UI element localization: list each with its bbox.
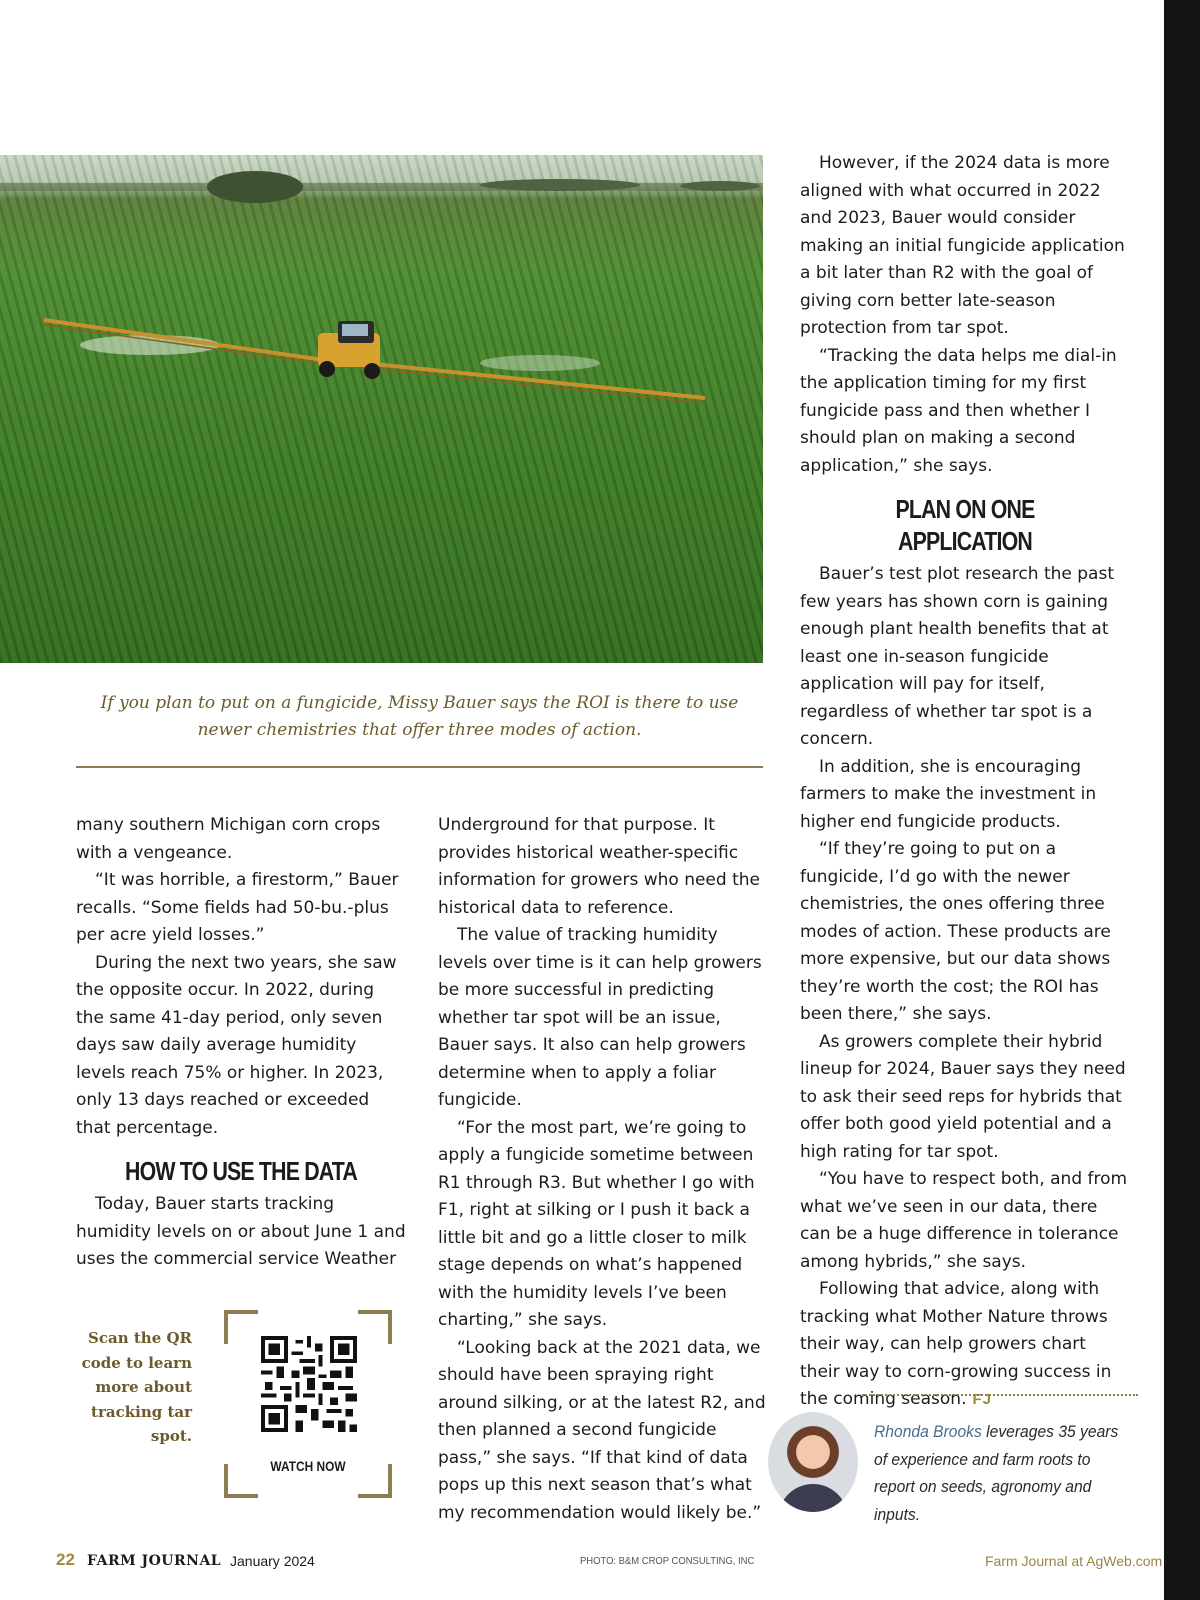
- paragraph: many southern Michigan corn crops with a vengeance.: [76, 815, 381, 863]
- paragraph: [800, 1276, 1130, 1414]
- closing-text: Following that advice, along with tracking what Mother Nature throws their way, can help growers chart their way to corn-growing success in the coming season.: [800, 1279, 1112, 1409]
- paragraph: The value of tracking humidity levels over time is it can help growers be more successful in predicting whether tar spot will be an issue, Bauer says. It also can help growers determine when to apply a foliar fungicide.: [438, 925, 762, 1110]
- photo-caption: If you plan to put on a fungicide, Missy Bauer says the ROI is there to use newer chemistries that offer three modes of action.: [100, 693, 739, 740]
- magazine-name: FARM JOURNAL: [87, 1553, 222, 1569]
- author-name: Rhonda Brooks: [874, 1422, 982, 1441]
- column-1: [76, 812, 406, 1274]
- column-3: [800, 150, 1130, 1414]
- paragraph: “Looking back at the 2021 data, we should have been spraying right around silking, or at the latest R2, and then planned a second fungicide pass,” she says. “If that kind of data pops up this next season that’s what my recommendation would likely be.”: [438, 1337, 766, 1523]
- author-bio: [874, 1418, 1132, 1528]
- author-bio-text: leverages 35 years of experience and farm roots to report on seeds, agronomy and inputs.: [874, 1422, 1119, 1524]
- paragraph: As growers complete their hybrid lineup for 2024, Bauer says they need to ask their seed reps for hybrids that offer both good yield potential and a high rating for tar spot.: [800, 1031, 1126, 1162]
- website: Farm Journal at AgWeb.com: [985, 1553, 1163, 1569]
- paragraph: In addition, she is encouraging farmers to make the investment in higher end fungicide products.: [800, 756, 1097, 832]
- paragraph: However, if the 2024 data is more aligned with what occurred in 2022 and 2023, Bauer would consider making an initial fungicide application a bit later than R2 with the goal of giving corn better late-season protection from tar spot.: [800, 153, 1125, 338]
- paragraph: Today, Bauer starts tracking humidity levels on or about June 1 and uses the commercial service Weather: [76, 1194, 406, 1269]
- paragraph: “Tracking the data helps me dial-in the application timing for my first fungicide pass and then whether I should plan on making a second application,” she says.: [800, 345, 1117, 476]
- paragraph: “If they’re going to put on a fungicide, I’d go with the newer chemistries, the ones offering three modes of action. These products are more expensive, but our data shows they’re worth the cost; the ROI has been there,” she says.: [800, 839, 1111, 1024]
- qr-prompt: Scan the QR code to learn more about tracking tar spot.: [81, 1329, 192, 1445]
- column-2: [438, 812, 768, 1527]
- author-avatar: [768, 1412, 858, 1512]
- page-number: 22: [56, 1550, 75, 1569]
- caption-divider: [76, 766, 763, 768]
- page-edge: [1164, 0, 1200, 1600]
- paragraph: “It was horrible, a firestorm,” Bauer recalls. “Some fields had 50-bu.-plus per acre yield losses.”: [76, 870, 399, 945]
- section-heading: PLAN ON ONE APPLICATION: [895, 494, 1035, 556]
- paragraph: “You have to respect both, and from what we’ve seen in our data, there can be a huge difference in tolerance among hybrids,” she says.: [800, 1169, 1128, 1272]
- paragraph: Bauer’s test plot research the past few years has shown corn is gaining enough plant health benefits that at least one in-season fungicide application will pay for itself, regardless of whether tar spot is a concern.: [800, 564, 1114, 749]
- sprayer-photo: [0, 155, 763, 663]
- qr-code-icon[interactable]: [261, 1336, 357, 1432]
- end-mark: FJ: [972, 1391, 992, 1408]
- avatar-shirt: [778, 1484, 848, 1512]
- paragraph: Underground for that purpose. It provides historical weather-specific information for growers who need the historical data to reference.: [438, 815, 760, 918]
- frame-corner: [224, 1310, 258, 1344]
- watch-now-label[interactable]: WATCH NOW: [270, 1458, 346, 1474]
- frame-corner: [358, 1310, 392, 1344]
- author-divider: [862, 1394, 1138, 1396]
- qr-frame[interactable]: [224, 1310, 392, 1498]
- paragraph: “For the most part, we’re going to apply a fungicide sometime between R1 through R3. But whether I go with F1, right at silking or I push it back a little bit and go a little closer to milk stage depends on what’s happened with the humidity levels I’ve been charting,” she says.: [438, 1117, 755, 1330]
- photo-credit: PHOTO: B&M CROP CONSULTING, INC: [580, 1555, 755, 1567]
- paragraph: During the next two years, she saw the opposite occur. In 2022, during the same 41-day period, only seven days saw daily average humidity levels reach 75% or higher. In 2023, only 13 days reached or exceeded that percentage.: [76, 952, 397, 1138]
- issue-date: January 2024: [230, 1553, 315, 1569]
- section-heading: HOW TO USE THE DATA: [125, 1156, 357, 1186]
